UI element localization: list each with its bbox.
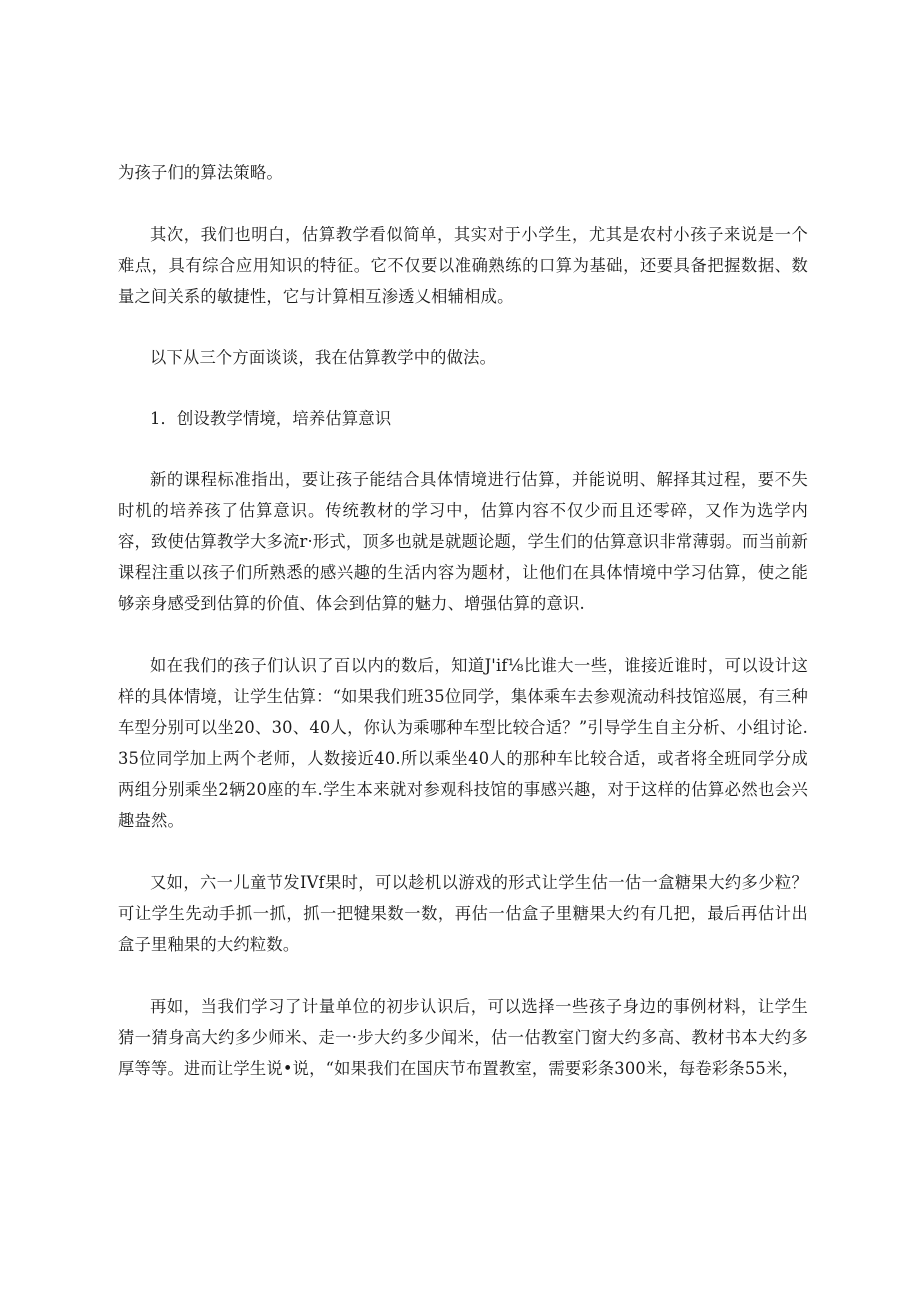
section-heading-1: 1．创设教学情境，培养估算意识 bbox=[150, 409, 392, 428]
document-body bbox=[118, 157, 808, 1084]
paragraph-example-candy: 又如，六一儿童节发IVf果时，可以趁机以游戏的形式让学生估一估一盒糖果大约多少粒？可让学生先动手抓一抓，抓一把犍果数一数，再估一估盒子里糖果大约有几把，最后再估计出盒子里釉果的大约粒数。 bbox=[118, 873, 808, 954]
paragraph-secondly: 其次，我们也明白，估算教学看似简单，其实对于小学生，尤其是农村小孩子来说是一个难点，具有综合应用知识的特征。它不仅要以准确熟练的口算为基础，还要具备把握数据、数量之间关系的敏捷性，它与计算相互渗透乂相辅相成。 bbox=[118, 225, 808, 306]
paragraph-example-measurement: 再如，当我们学习了计量单位的初步认识后，可以选择一些孩子身边的事例材料，让学生猜一猜身高大约多少师米、走一·步大约多少闻米，估一估教室门窗大约多高、教材书本大约多厚等等。进而让学生说•说，“如果我们在国庆节布置教室，需要彩条300米，每卷彩条55米， bbox=[118, 997, 808, 1078]
paragraph-curriculum-standard: 新的课程标准指出，要让孩子能结合具体情境进行估算，并能说明、解择其过程，要不失时机的培养孩了估算意识。传统教材的学习中，估算内容不仅少而且还零碎，又作为选学内容，致使估算教学大多流r·形式，顶多也就是就题论题，学生们的估算意识非常薄弱。而当前新课程注重以孩子们所熟悉的感兴趣的生活内容为题材，让他们在具体情境中学习估算，使之能够亲身感受到估算的价值、体会到估算的魅力、增强估算的意识. bbox=[118, 470, 808, 613]
paragraph-example-field-trip: 如在我们的孩子们认识了百以内的数后，知道J'if⅛比谁大一些，谁接近谁时，可以设计这样的具体情境，让学生估算：“如果我们班35位同学，集体乘车去参观流动科技馆巡展，有三种车型分别可以坐20、30、40人，你认为乘哪种车型比较合适？”引导学生自主分析、小组讨论. 35位同学加上两个老师，人数接近40.所以乘坐40人的那种车比较合适，或者将全班同学分成两组分别乘坐2辆20座的车.学生本来就对参观科技馆的事感兴趣，对于这样的估算必然也会兴趣盎然。 bbox=[118, 656, 808, 830]
paragraph-intro-three-aspects: 以下从三个方面谈谈，我在估算教学中的做法。 bbox=[150, 348, 497, 367]
paragraph-continuation: 为孩子们的算法策略。 bbox=[118, 163, 283, 182]
